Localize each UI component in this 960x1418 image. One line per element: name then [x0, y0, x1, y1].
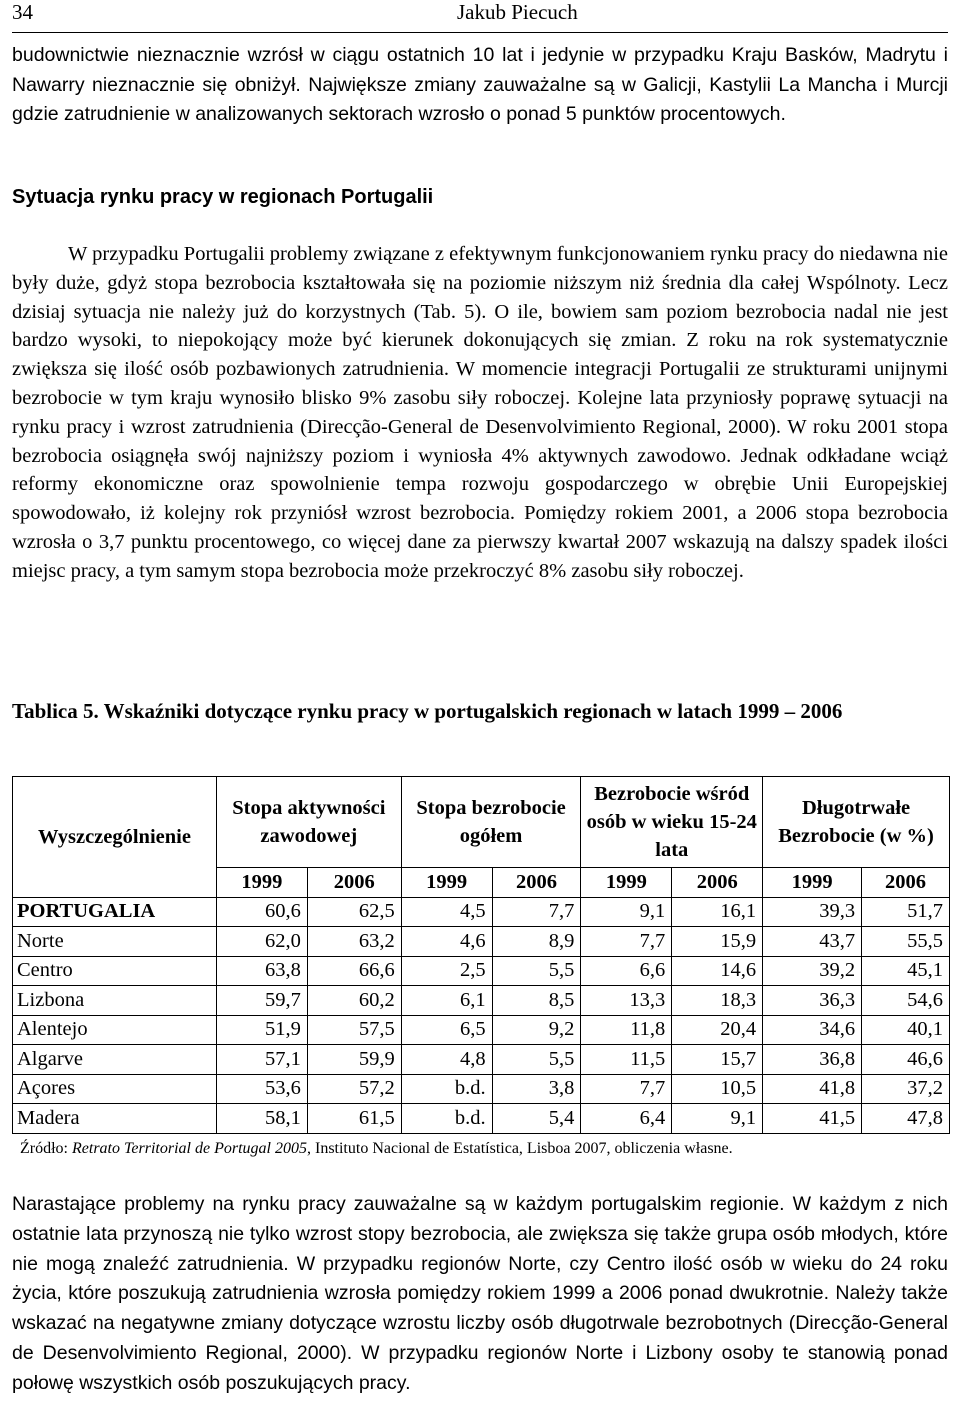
- year-header: 2006: [862, 868, 950, 898]
- year-header: 1999: [763, 868, 862, 898]
- table-cell: 63,8: [216, 956, 307, 986]
- table-header-row: [13, 777, 950, 868]
- table-cell: 4,8: [401, 1045, 492, 1075]
- year-header: 2006: [307, 868, 401, 898]
- table-cell: 15,7: [672, 1045, 763, 1075]
- table-cell: 6,1: [401, 986, 492, 1016]
- column-header-label: Wyszczególnienie: [13, 777, 217, 898]
- table-row: [13, 986, 950, 1016]
- table-cell: 36,3: [763, 986, 862, 1016]
- page-number: 34: [12, 0, 33, 24]
- table-cell: 7,7: [581, 1074, 672, 1104]
- group-header-activity: Stopa aktywności zawodowej: [216, 777, 401, 868]
- table-cell: b.d.: [401, 1074, 492, 1104]
- table-cell: 57,2: [307, 1074, 401, 1104]
- table-cell: 6,4: [581, 1104, 672, 1134]
- table-cell: 57,1: [216, 1045, 307, 1075]
- year-header: 1999: [581, 868, 672, 898]
- table-cell: 63,2: [307, 927, 401, 957]
- table-cell: 9,2: [492, 1015, 581, 1045]
- table-cell: 4,6: [401, 927, 492, 957]
- table-cell: 66,6: [307, 956, 401, 986]
- table-cell: 55,5: [862, 927, 950, 957]
- table-cell: 34,6: [763, 1015, 862, 1045]
- table-cell: 41,8: [763, 1074, 862, 1104]
- region-name: Algarve: [13, 1045, 217, 1075]
- table-cell: 36,8: [763, 1045, 862, 1075]
- section-heading: Sytuacja rynku pracy w regionach Portugalii: [12, 186, 434, 208]
- table-cell: 57,5: [307, 1015, 401, 1045]
- table-cell: 39,3: [763, 897, 862, 927]
- table-cell: 51,7: [862, 897, 950, 927]
- table-cell: 7,7: [581, 927, 672, 957]
- region-name: Lizbona: [13, 986, 217, 1016]
- table-cell: 10,5: [672, 1074, 763, 1104]
- table-cell: 54,6: [862, 986, 950, 1016]
- table-cell: 11,8: [581, 1015, 672, 1045]
- table-cell: 9,1: [672, 1104, 763, 1134]
- group-header-unemployment: Stopa bezrobocie ogółem: [401, 777, 581, 868]
- year-header: 2006: [672, 868, 763, 898]
- source-publication: Retrato Territorial de Portugal 2005: [72, 1140, 307, 1157]
- table-cell: 8,9: [492, 927, 581, 957]
- table-cell: 58,1: [216, 1104, 307, 1134]
- table-cell: 5,4: [492, 1104, 581, 1134]
- table-cell: 41,5: [763, 1104, 862, 1134]
- table-body: [13, 897, 950, 1133]
- table-row: [13, 927, 950, 957]
- table-cell: 43,7: [763, 927, 862, 957]
- group-header-youth-unemployment: Bezrobocie wśród osób w wieku 15-24 lata: [581, 777, 763, 868]
- year-header: 1999: [216, 868, 307, 898]
- year-header: 2006: [492, 868, 581, 898]
- table-cell: 14,6: [672, 956, 763, 986]
- table-cell: 13,3: [581, 986, 672, 1016]
- table-cell: 15,9: [672, 927, 763, 957]
- table-cell: 60,2: [307, 986, 401, 1016]
- table-cell: 46,6: [862, 1045, 950, 1075]
- table-source: [20, 1137, 733, 1161]
- table-cell: 8,5: [492, 986, 581, 1016]
- table-cell: 20,4: [672, 1015, 763, 1045]
- region-name: Centro: [13, 956, 217, 986]
- table-row: [13, 1015, 950, 1045]
- table-cell: 61,5: [307, 1104, 401, 1134]
- table-cell: 51,9: [216, 1015, 307, 1045]
- table-row: [13, 1104, 950, 1134]
- labour-market-table: [12, 776, 950, 1134]
- table-row: [13, 1045, 950, 1075]
- running-header: [12, 0, 948, 33]
- table-cell: 7,7: [492, 897, 581, 927]
- region-name: Madera: [13, 1104, 217, 1134]
- region-name: Norte: [13, 927, 217, 957]
- table-cell: 53,6: [216, 1074, 307, 1104]
- running-header-author: Jakub Piecuch: [457, 0, 578, 24]
- table-cell: 62,0: [216, 927, 307, 957]
- table-row: [13, 956, 950, 986]
- table-cell: 60,6: [216, 897, 307, 927]
- table-cell: 2,5: [401, 956, 492, 986]
- table-cell: 62,5: [307, 897, 401, 927]
- year-header: 1999: [401, 868, 492, 898]
- table-cell: 47,8: [862, 1104, 950, 1134]
- table-cell: 59,9: [307, 1045, 401, 1075]
- table-cell: b.d.: [401, 1104, 492, 1134]
- source-label: Źródło:: [20, 1140, 68, 1157]
- region-name: Açores: [13, 1074, 217, 1104]
- table-cell: 4,5: [401, 897, 492, 927]
- source-details: , Instituto Nacional de Estatística, Lisboa 2007, obliczenia własne.: [306, 1140, 733, 1157]
- table-cell: 11,5: [581, 1045, 672, 1075]
- table-cell: 6,5: [401, 1015, 492, 1045]
- table-cell: 9,1: [581, 897, 672, 927]
- table-cell: 45,1: [862, 956, 950, 986]
- table-cell: 40,1: [862, 1015, 950, 1045]
- paragraph-portugal: W przypadku Portugalii problemy związane z efektywnym funkcjonowaniem rynku pracy do niedawna nie były duże, gdyż stopa bezrobocia kształtowała się na poziomie niższym niż średnia dla całej Wspólnoty. Lecz dzisiaj sytuacja nie należy już do korzystnych (Tab. 5). O ile, bowiem sam poziom bezrobocia nadal nie jest bardzo wysoki, to niepokojący może być kierunek dokonujących się zmian. Z roku na rok systematycznie zwiększa się ilość osób pozbawionych zatrudnienia. W momencie integracji Portugalii ze strukturami unijnymi bezrobocie w tym kraju wynosiło blisko 9% zasobu siły roboczej. Kolejne lata przyniosły poprawę sytuacji na rynku pracy i wzrost zatrudnienia (Direcção-General de Desenvolvimiento Regional, 2000). W roku 2001 stopa bezrobocia osiągnęła swój najniższy poziom i wyniosła 4% aktywnych zawodowo. Jednak odkładane wciąż reformy ekonomiczne oraz spowolnienie tempa rozwoju gospodarczego w obrębie Unii Europejskiej spowodowało, iż kolejny rok przyniósł wzrost bezrobocia. Pomiędzy rokiem 2001, a 2006 stopa bezrobocia wzrosła o 3,7 punktu procentowego, co więcej dane za pierwszy kwartał 2007 wskazują na dalszy spadek ilości miejsc pracy, a tym samym stopa bezrobocia może przekroczyć 8% zasobu siły roboczej.: [12, 243, 948, 582]
- group-header-long-term: Długotrwałe Bezrobocie (w %): [763, 777, 950, 868]
- region-name: Alentejo: [13, 1015, 217, 1045]
- table-row: [13, 1074, 950, 1104]
- table-cell: 3,8: [492, 1074, 581, 1104]
- table-cell: 59,7: [216, 986, 307, 1016]
- table-cell: 6,6: [581, 956, 672, 986]
- table-cell: 18,3: [672, 986, 763, 1016]
- table-caption: Tablica 5. Wskaźniki dotyczące rynku pracy w portugalskich regionach w latach 1999 – 2006: [12, 699, 843, 723]
- paragraph-regions: Narastające problemy na rynku pracy zauważalne są w każdym portugalskim regionie. W każdym z nich ostatnie lata przynoszą nie tylko wzrost stopy bezrobocia, ale zwiększa się także grupa osób młodych, które nie mogą znaleźć zatrudnienia. W przypadku regionów Norte, czy Centro ilość osób w wieku do 24 roku życia, które poszukują zatrudnienia wzrosła pomiędzy rokiem 1999 a 2006 ponad dwukrotnie. Należy także wskazać na negatywne zmiany dotyczące wzrostu liczby osób długotrwale bezrobotnych (Direcção-General de Desenvolvimiento Regional, 2000). W przypadku regionów Norte i Lizbony osoby te stanowią ponad połowę wszystkich osób poszukujących pracy.: [12, 1193, 948, 1394]
- region-name: PORTUGALIA: [13, 897, 217, 927]
- table-cell: 5,5: [492, 956, 581, 986]
- table-row: [13, 897, 950, 927]
- table-cell: 5,5: [492, 1045, 581, 1075]
- table-cell: 37,2: [862, 1074, 950, 1104]
- table-cell: 16,1: [672, 897, 763, 927]
- paragraph-intro: budownictwie nieznacznie wzrósł w ciągu ostatnich 10 lat i jedynie w przypadku Kraju Basków, Madrytu i Nawarry nieznacznie się obniżył. Największe zmiany zauważalne są w Galicji, Kastylii La Mancha i Murcji gdzie zatrudnienie w analizowanych sektorach wzrosło o ponad 5 punktów procentowych.: [12, 44, 948, 125]
- table-cell: 39,2: [763, 956, 862, 986]
